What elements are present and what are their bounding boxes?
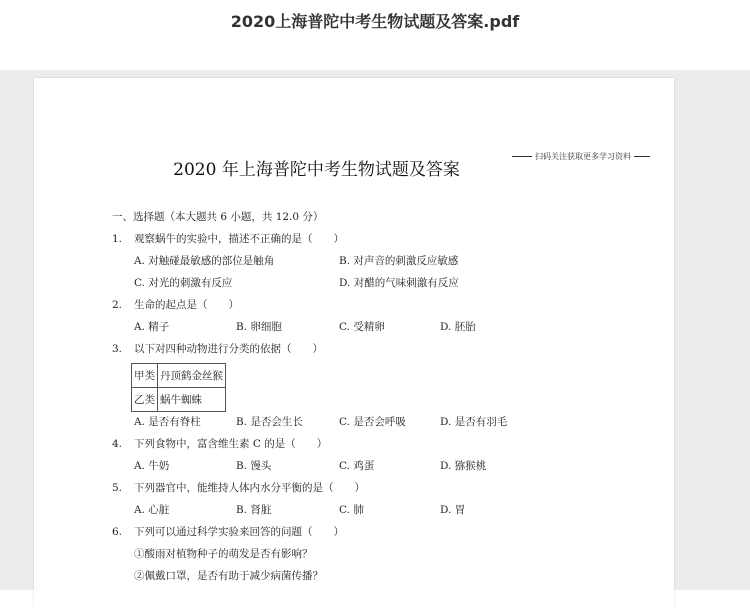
table-cell: 乙类	[132, 388, 158, 412]
answer-option: A. 牛奶	[134, 460, 170, 472]
question-text: 下列器官中，能维持人体内水分平衡的是（ ）	[134, 482, 365, 494]
side-note-text: 扫码关注获取更多学习资料	[535, 152, 631, 161]
answer-option: B. 肾脏	[236, 504, 272, 516]
answer-option: B. 对声音的刺激反应敏感	[339, 255, 459, 267]
question-number: 3.	[112, 343, 123, 355]
answer-option: D. 是否有羽毛	[440, 416, 508, 428]
question-text: 下列可以通过科学实验来回答的问题（ ）	[134, 526, 344, 538]
answer-option: B. 卵细胞	[236, 321, 282, 333]
answer-option: D. 胃	[440, 504, 466, 516]
statement-item: ①酸雨对植物种子的萌发是否有影响？	[134, 548, 313, 560]
answer-option: A. 对触碰最敏感的部位是触角	[134, 255, 275, 267]
side-note-left-rule	[512, 156, 532, 157]
answer-option: A. 心脏	[134, 504, 170, 516]
question-text: 下列食物中，富含维生素 C 的是（ ）	[134, 438, 328, 450]
question-text: 观察蜗牛的实验中，描述不正确的是（ ）	[134, 233, 344, 245]
answer-option: D. 猕猴桃	[440, 460, 487, 472]
side-note	[512, 151, 658, 162]
file-title: 2020上海普陀中考生物试题及答案.pdf	[230, 12, 520, 31]
answer-option: D. 对醋的气味刺激有反应	[339, 277, 459, 289]
table-cell: 蜗牛蜘蛛	[158, 388, 226, 412]
question-number: 6.	[112, 526, 123, 538]
side-note-right-rule	[634, 156, 650, 157]
classification-table	[131, 363, 226, 412]
viewer-header	[0, 0, 750, 70]
table-row	[132, 388, 226, 412]
answer-option: C. 对光的刺激有反应	[134, 277, 233, 289]
answer-option: C. 鸡蛋	[339, 460, 375, 472]
document-title: 2020 年上海普陀中考生物试题及答案	[173, 160, 460, 180]
question-number: 1.	[112, 233, 123, 245]
question-text: 生命的起点是（ ）	[134, 299, 239, 311]
answer-option: B. 是否会生长	[236, 416, 303, 428]
pdf-viewer[interactable]	[0, 70, 750, 590]
answer-option: C. 是否会呼吸	[339, 416, 406, 428]
table-cell: 甲类	[132, 364, 158, 388]
answer-option: B. 馒头	[236, 460, 272, 472]
answer-option: C. 肺	[339, 504, 364, 516]
answer-option: D. 胚胎	[440, 321, 476, 333]
answer-option: A. 是否有脊柱	[134, 416, 201, 428]
question-number: 2.	[112, 299, 123, 311]
statement-item: ②佩戴口罩，是否有助于减少病菌传播？	[134, 570, 323, 582]
table-cell: 丹顶鹤金丝猴	[158, 364, 226, 388]
pdf-page	[34, 78, 674, 608]
question-text: 以下对四种动物进行分类的依据（ ）	[134, 343, 323, 355]
answer-option: A. 精子	[134, 321, 170, 333]
section-heading: 一、选择题（本大题共 6 小题，共 12.0 分）	[112, 211, 324, 223]
answer-option: C. 受精卵	[339, 321, 385, 333]
table-row	[132, 364, 226, 388]
question-number: 4.	[112, 438, 123, 450]
question-number: 5.	[112, 482, 123, 494]
